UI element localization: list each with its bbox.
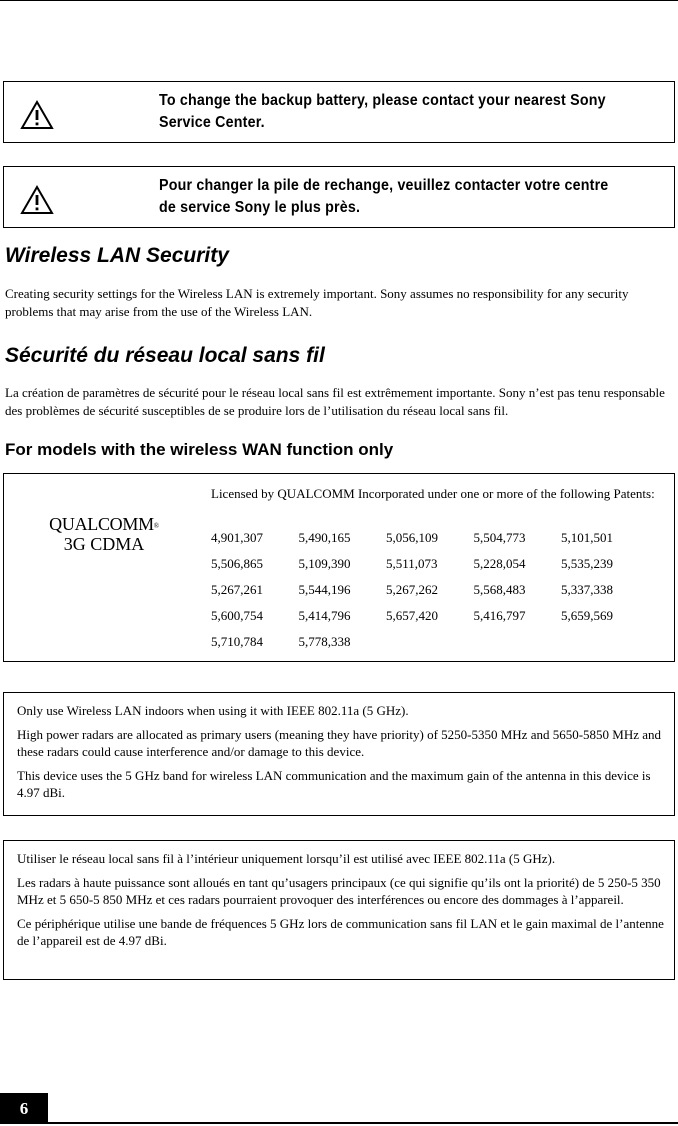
patent-number: 5,504,773 xyxy=(473,530,526,545)
logo-tech: 3G CDMA xyxy=(63,534,145,554)
patent-number: 5,267,262 xyxy=(386,582,438,597)
notice-paragraph: Only use Wireless LAN indoors when using it with IEEE 802.11a (5 GHz). xyxy=(17,703,409,718)
warning-text-line: Service Center. xyxy=(159,114,265,131)
warning-text xyxy=(159,90,619,134)
warning-text-line: de service Sony le plus près. xyxy=(159,199,361,216)
logo-brand-name: QUALCOMM xyxy=(49,514,154,534)
registered-mark: ® xyxy=(153,522,159,530)
qualcomm-logo xyxy=(42,514,166,554)
warning-box-english xyxy=(3,81,675,143)
patent-number: 5,414,796 xyxy=(298,608,351,623)
patent-number: 5,600,754 xyxy=(211,608,263,623)
qualcomm-license-box xyxy=(3,473,675,662)
patent-number: 5,659,569 xyxy=(561,608,613,623)
patent-number: 5,568,483 xyxy=(473,582,526,597)
patent-number: 5,267,261 xyxy=(211,582,263,597)
section-heading-wireless-lan-security: Wireless LAN Security xyxy=(5,244,229,267)
patent-number: 5,109,390 xyxy=(298,556,351,571)
warning-text xyxy=(159,175,619,219)
warning-text-line: To change the backup battery, please contact your nearest Sony xyxy=(159,92,606,109)
patent-number: 5,710,784 xyxy=(211,634,263,649)
warning-triangle-icon xyxy=(20,100,54,130)
patent-number: 5,228,054 xyxy=(473,556,526,571)
securite-reseau-body: La création de paramètres de sécurité pour le réseau local sans fil est extrêmement importante. Sony n’est pas tenu responsable des problèmes de sécurité susceptibles de se produire lors de l’utilisation du réseau local sans fil. xyxy=(5,385,665,418)
warning-text-line: Pour changer la pile de rechange, veuillez contacter votre centre xyxy=(159,177,609,194)
notice-paragraph: Ce périphérique utilise une bande de fréquences 5 GHz lors de communication sans fil LAN et le gain maximal de l’antenne de l’appareil est de 4.97 dBi. xyxy=(17,916,664,948)
page-number: 6 xyxy=(0,1093,48,1124)
logo-brand xyxy=(42,514,166,534)
english-notice-box xyxy=(3,692,675,816)
notice-paragraph: Les radars à haute puissance sont alloués en tant qu’usagers principaux (ce qui signifie qu’ils ont la priorité) de 5 250-5 350 MHz et 5 650-5 850 MHz et ces radars pourraient provoquer des interférences ou encore des dommages à l’appareil. xyxy=(17,875,661,907)
patent-number: 5,056,109 xyxy=(386,530,438,545)
bottom-rule xyxy=(48,1122,678,1124)
patent-number: 5,657,420 xyxy=(386,608,438,623)
english-notice-text xyxy=(17,702,665,808)
notice-paragraph: Utiliser le réseau local sans fil à l’intérieur uniquement lorsqu’il est utilisé avec IEEE 802.11a (5 GHz). xyxy=(17,851,556,866)
patent-number: 5,511,073 xyxy=(386,556,438,571)
notice-paragraph: High power radars are allocated as primary users (meaning they have priority) of 5250-5350 MHz and 5650-5850 MHz and these radars could cause interference and/or damage to this device. xyxy=(17,727,662,759)
patent-number: 5,506,865 xyxy=(211,556,263,571)
patent-number: 5,535,239 xyxy=(561,556,613,571)
french-notice-box xyxy=(3,840,675,980)
patent-number: 4,901,307 xyxy=(211,530,263,545)
patent-number: 5,778,338 xyxy=(298,634,351,649)
wireless-lan-security-body: Creating security settings for the Wireless LAN is extremely important. Sony assumes no responsibility for any security problems that may arise from the use of the Wireless LAN. xyxy=(5,286,629,319)
patent-list xyxy=(211,529,649,651)
license-text: Licensed by QUALCOMM Incorporated under one or more of the following Patents: xyxy=(211,486,655,501)
patent-number: 5,337,338 xyxy=(561,582,613,597)
notice-paragraph: This device uses the 5 GHz band for wireless LAN communication and the maximum gain of the antenna in this device is 4.97 dBi. xyxy=(17,768,651,800)
top-rule xyxy=(0,0,678,1)
patent-number: 5,416,797 xyxy=(473,608,526,623)
patent-number: 5,490,165 xyxy=(298,530,351,545)
warning-triangle-icon xyxy=(20,185,54,215)
section-heading-wan: For models with the wireless WAN function only xyxy=(5,440,394,459)
french-notice-text xyxy=(17,850,665,956)
patent-number: 5,544,196 xyxy=(298,582,351,597)
patent-number: 5,101,501 xyxy=(561,530,613,545)
section-heading-securite-reseau: Sécurité du réseau local sans fil xyxy=(5,344,325,367)
warning-box-french xyxy=(3,166,675,228)
